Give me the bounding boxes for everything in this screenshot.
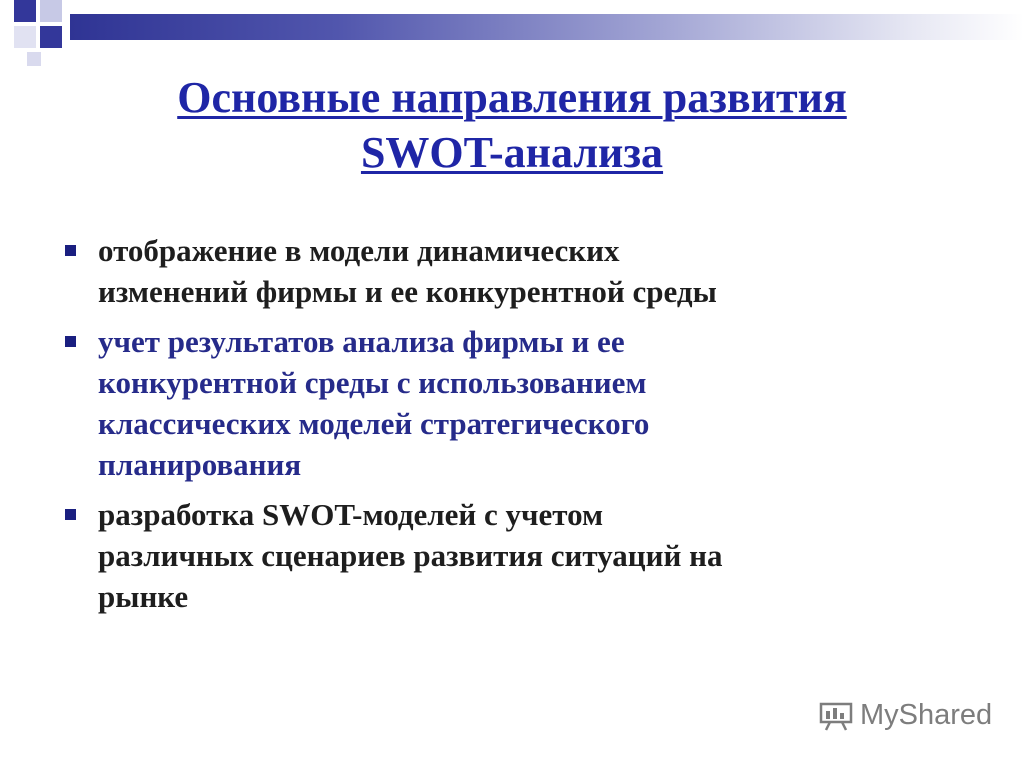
bullet-item-1 — [58, 230, 958, 312]
slide-title — [0, 70, 1024, 180]
slide-title-line-2: SWOT-анализа — [360, 128, 664, 177]
bullet-item-3 — [58, 494, 958, 617]
bullet-line: разработка SWOT-моделей с учетом — [98, 497, 604, 532]
bullet-line: различных сценариев развития ситуаций на — [98, 538, 723, 573]
square-bullet-icon — [65, 336, 76, 347]
square-bullet-icon — [65, 245, 76, 256]
header-gradient-bar — [70, 14, 1024, 40]
bullet-list — [58, 230, 958, 626]
decor-square — [40, 26, 62, 48]
bullet-item-2 — [58, 321, 958, 485]
watermark-text: MyShared — [860, 699, 993, 731]
presentation-board-icon — [818, 701, 854, 731]
bullet-line: отображение в модели динамических — [98, 233, 620, 268]
bullet-line: учет результатов анализа фирмы и ее — [98, 324, 625, 359]
square-bullet-icon — [65, 509, 76, 520]
watermark — [818, 699, 992, 732]
bullet-line: классических моделей стратегического — [98, 406, 650, 441]
decor-square — [40, 0, 62, 22]
bullet-line: рынке — [98, 579, 189, 614]
header-decoration — [0, 0, 1024, 70]
slide-title-line-1: Основные направления развития — [177, 73, 847, 122]
bullet-line: планирования — [98, 447, 302, 482]
bullet-line: изменений фирмы и ее конкурентной среды — [98, 274, 717, 309]
decor-square — [27, 52, 41, 66]
decor-square — [14, 0, 36, 22]
bullet-line: конкурентной среды с использованием — [98, 365, 647, 400]
decor-square — [14, 26, 36, 48]
